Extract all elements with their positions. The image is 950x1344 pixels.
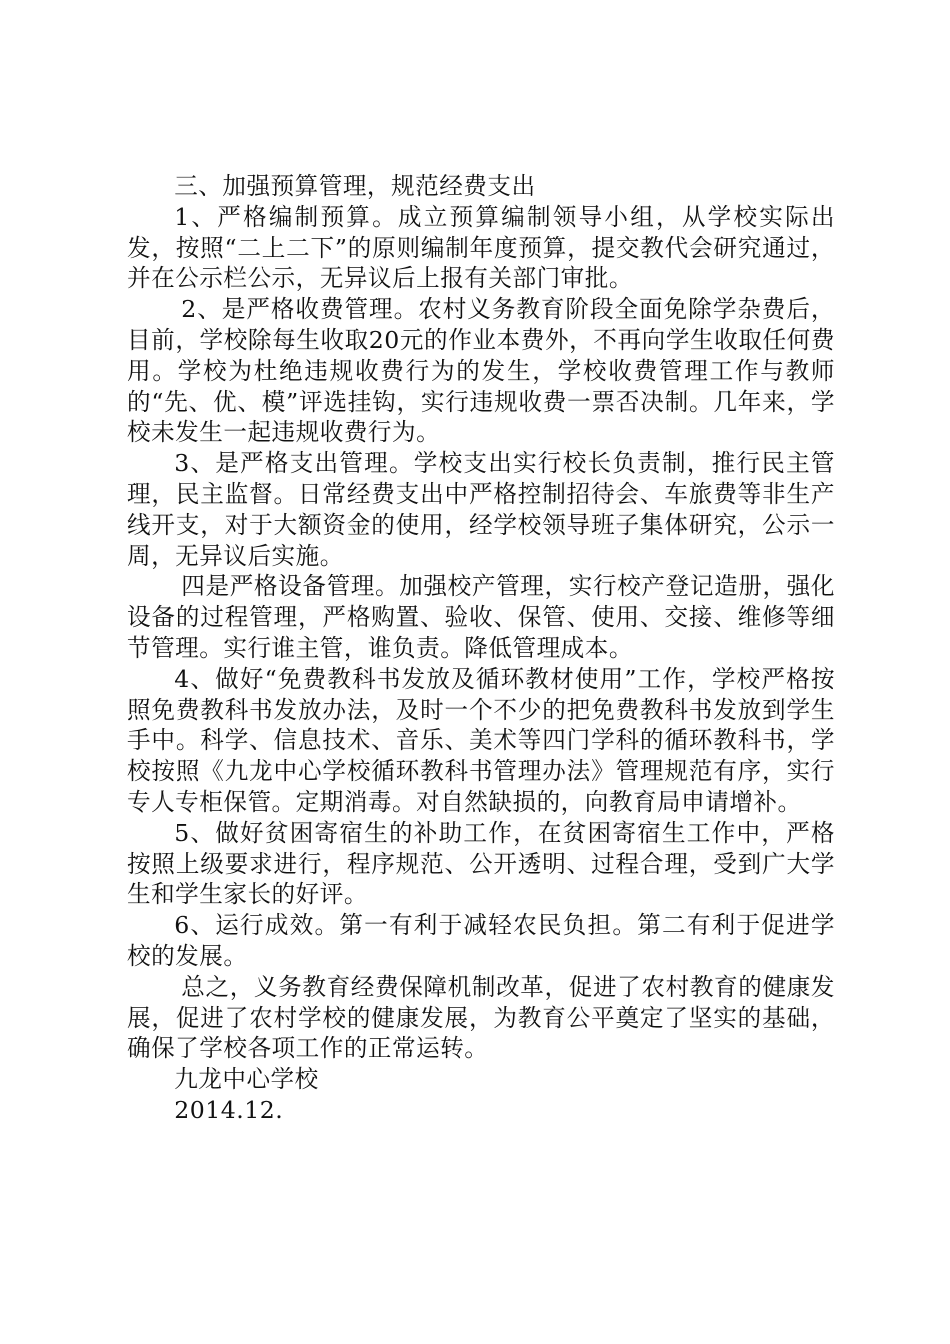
signature: 九龙中心学校: [174, 1065, 319, 1094]
paragraph-results: 6、运行成效。第一有利于减轻农民负担。第二有利于促进学校的发展。: [127, 911, 835, 970]
section-heading: 三、加强预算管理，规范经费支出: [174, 172, 536, 200]
date: 2014.12.: [174, 1095, 284, 1124]
paragraph-fees: 2、是严格收费管理。农村义务教育阶段全面免除学杂费后，目前，学校除每生收取20元的作业本费外，不再向学生收取任何费用。学校为杜绝违规收费行为的发生，学校收费管理工作与教师的“先、优、模”评选挂钩，实行违规收费一票否决制。几年来，学校未发生一起违规收费行为。: [127, 295, 835, 447]
paragraph-expenditure: 3、是严格支出管理。学校支出实行校长负责制，推行民主管理，民主监督。日常经费支出中严格控制招待会、车旅费等非生产线开支，对于大额资金的使用，经学校领导班子集体研究，公示一周，无异议后实施。: [127, 449, 835, 570]
paragraph-conclusion: 总之，义务教育经费保障机制改革，促进了农村教育的健康发展，促进了农村学校的健康发展，为教育公平奠定了坚实的基础，确保了学校各项工作的正常运转。: [127, 972, 835, 1063]
document-body: [127, 171, 835, 1126]
paragraph-textbooks: 4、做好“免费教科书发放及循环教材使用”工作，学校严格按照免费教科书发放办法，及时一个不少的把免费教科书发放到学生手中。科学、信息技术、音乐、美术等四门学科的循环教科书，学校按照《九龙中心学校循环教科书管理办法》管理规范有序，实行专人专柜保管。定期消毒。对自然缺损的，向教育局申请增补。: [127, 664, 835, 816]
paragraph-equipment: 四是严格设备管理。加强校产管理，实行校产登记造册，强化设备的过程管理，严格购置、验收、保管、使用、交接、维修等细节管理。实行谁主管，谁负责。降低管理成本。: [127, 572, 835, 662]
paragraph-budget: 1、严格编制预算。成立预算编制领导小组，从学校实际出发，按照“二上二下”的原则编制年度预算，提交教代会研究通过，并在公示栏公示，无异议后上报有关部门审批。: [127, 202, 835, 293]
paragraph-subsidy: 5、做好贫困寄宿生的补助工作，在贫困寄宿生工作中，严格按照上级要求进行，程序规范、公开透明、过程合理，受到广大学生和学生家长的好评。: [127, 818, 835, 909]
